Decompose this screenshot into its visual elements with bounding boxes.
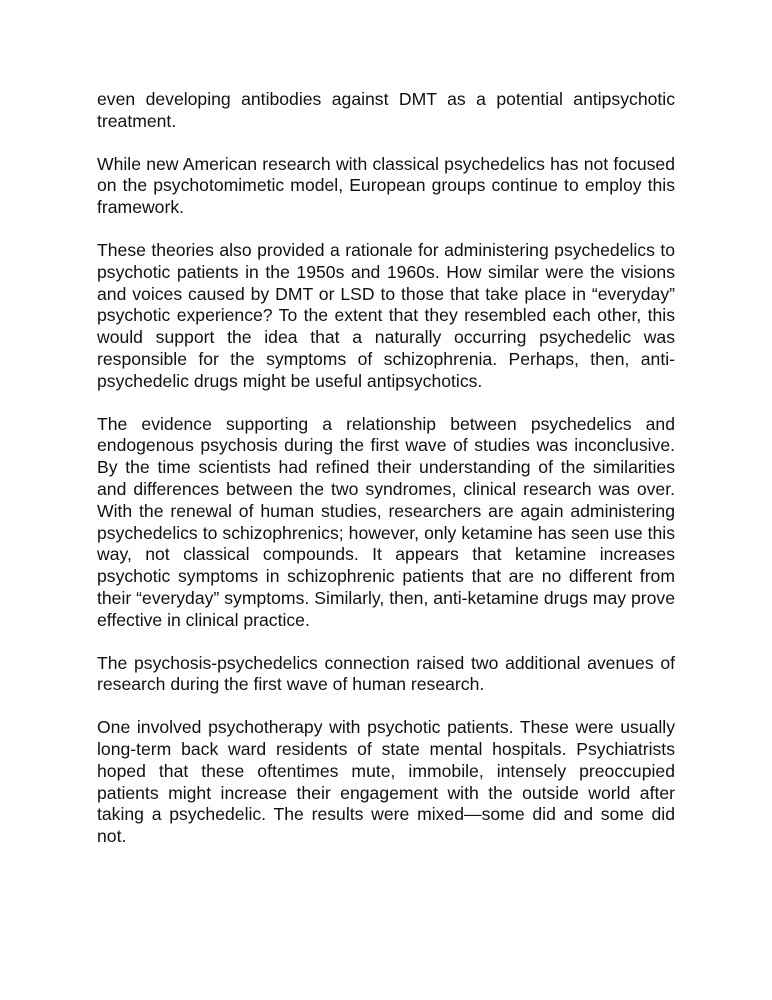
paragraph-1: even developing antibodies against DMT as a potential antipsychotic treatment. xyxy=(97,89,675,131)
paragraph-4: The evidence supporting a relationship between psychedelics and endogenous psychosis during the first wave of studies was inconclusive. By the time scientists had refined their understanding of the similarities and differences between the two syndromes, clinical research was over. With the renewal of human studies, researchers are again administering psychedelics to schizophrenics; however, only ketamine has seen use this way, not classical compounds. It appears that ketamine increases psychotic symptoms in schizophrenic patients that are no different from their “everyday” symptoms. Similarly, then, anti-ketamine drugs may prove effective in clinical practice. xyxy=(97,413,675,630)
paragraph-6: One involved psychotherapy with psychotic patients. These were usually long-term back ward residents of state mental hospitals. Psychiatrists hoped that these oftentimes mute, immobile, intensely preoccupied patients might increase their engagement with the outside world after taking a psychedelic. The results were mixed—some did and some did not. xyxy=(97,717,675,847)
paragraph-3: These theories also provided a rationale for administering psychedelics to psychotic patients in the 1950s and 1960s. How similar were the visions and voices caused by DMT or LSD to those that take place in “everyday” psychotic experience? To the extent that they resembled each other, this would support the idea that a naturally occurring psychedelic was responsible for the symptoms of schizophrenia. Perhaps, then, anti-psychedelic drugs might be useful antipsychotics. xyxy=(97,239,675,391)
document-page xyxy=(97,89,675,869)
paragraph-5: The psychosis-psychedelics connection raised two additional avenues of research during the first wave of human research. xyxy=(97,652,675,695)
paragraph-2: While new American research with classical psychedelics has not focused on the psychotomimetic model, European groups continue to employ this framework. xyxy=(97,153,675,218)
